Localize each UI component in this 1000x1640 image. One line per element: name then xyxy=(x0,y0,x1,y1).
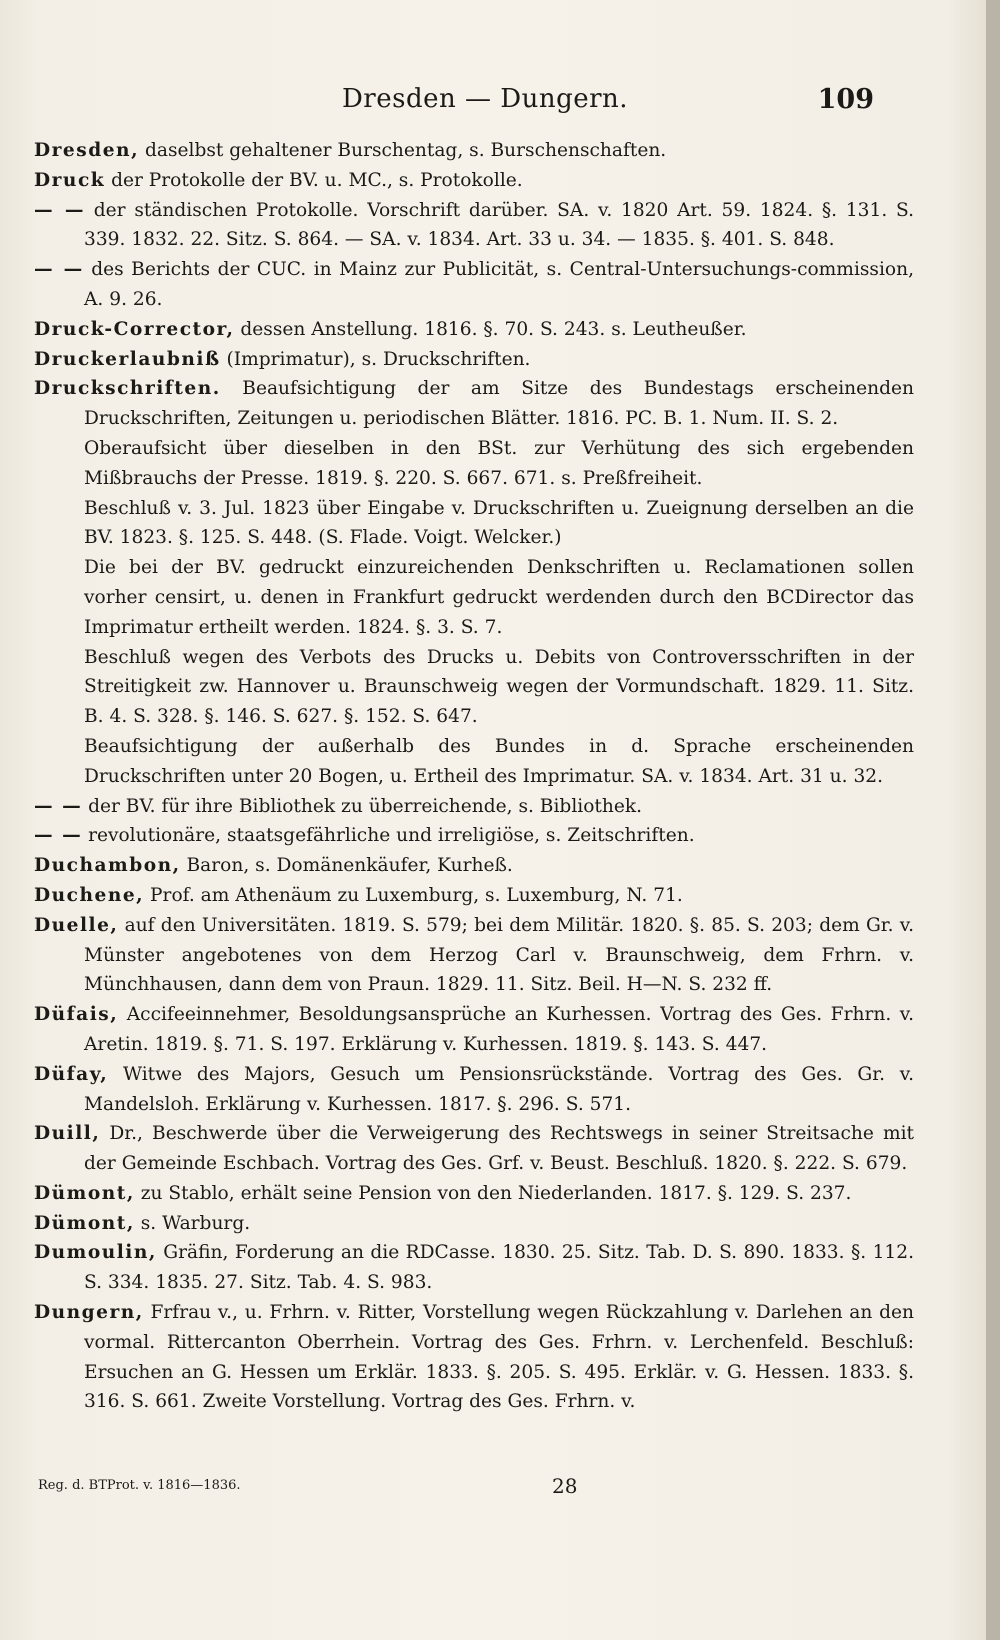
entry-text: (Imprimatur), s. Druckschriften. xyxy=(220,348,531,370)
entry-text: der Protokolle der BV. u. MC., s. Protokolle. xyxy=(105,169,523,191)
entry-text: zu Stablo, erhält seine Pension von den Niederlanden. 1817. §. 129. S. 237. xyxy=(134,1182,852,1204)
index-entry xyxy=(34,374,914,434)
entry-headword: Druckschriften. xyxy=(34,378,221,400)
entry-headword: Duill, xyxy=(34,1123,101,1145)
entry-headword: Düfay, xyxy=(34,1063,109,1085)
index-entry xyxy=(34,1209,914,1239)
index-entry xyxy=(34,821,914,851)
index-entry xyxy=(34,255,914,315)
entry-text: Gräfin, Forderung an die RDCasse. 1830. 25. Sitz. Tab. D. S. 890. 1833. §. 112. S. 334. 1835. 27. Sitz. Tab. 4. S. 983. xyxy=(84,1242,914,1294)
index-entry xyxy=(34,1060,914,1120)
entry-headword: — — xyxy=(34,795,83,817)
entry-text: revolutionäre, staatsgefährliche und irreligiöse, s. Zeitschriften. xyxy=(82,825,695,847)
index-entry xyxy=(34,1119,914,1179)
index-entry xyxy=(34,166,914,196)
entry-text: Baron, s. Domänenkäufer, Kurheß. xyxy=(180,855,513,877)
index-entry xyxy=(34,136,914,166)
entry-text: Prof. am Athenäum zu Luxemburg, s. Luxemburg, N. 71. xyxy=(144,884,683,906)
entry-text: Oberaufsicht über dieselben in den BSt. zur Verhütung des sich ergebenden Mißbrauchs der Presse. 1819. §. 220. S. 667. 671. s. Preßfreiheit. xyxy=(84,437,914,489)
entry-headword: Duchambon, xyxy=(34,855,181,877)
entry-text: Beaufsichtigung der außerhalb des Bundes in d. Sprache erscheinenden Druckschriften unter 20 Bogen, u. Ertheil des Imprimatur. SA. v. 1834. Art. 31 u. 32. xyxy=(84,735,914,787)
entry-text: Beaufsichtigung der am Sitze des Bundestags erscheinenden Druckschriften, Zeitungen u. periodischen Blätter. 1816. PC. B. 1. Num. II. S. 2. xyxy=(84,378,914,430)
index-entry xyxy=(34,494,914,554)
index-entry xyxy=(34,1298,914,1417)
running-header xyxy=(30,84,940,124)
index-entry xyxy=(34,553,914,642)
sheet-number: 28 xyxy=(552,1474,578,1498)
entry-headword: — — xyxy=(34,259,84,281)
entry-headword: Druck-Corrector, xyxy=(34,318,235,340)
entry-headword: — — xyxy=(34,199,86,221)
page-title: Dresden — Dungern. xyxy=(341,84,629,114)
entry-text: Beschluß v. 3. Jul. 1823 über Eingabe v. Druckschriften u. Zueignung derselben an die BV. 1823. §. 125. S. 448. (S. Flade. Voigt. Welcker.) xyxy=(84,497,914,549)
page-edge xyxy=(986,0,1000,1640)
index-entry xyxy=(34,345,914,375)
entry-headword: Dumoulin, xyxy=(34,1242,157,1264)
index-entry xyxy=(34,792,914,822)
page-footer xyxy=(38,1474,918,1504)
entry-headword: Dungern, xyxy=(34,1302,144,1324)
index-entry xyxy=(34,196,914,256)
entry-headword: Dümont, xyxy=(34,1212,135,1234)
index-entry xyxy=(34,732,914,792)
index-entry xyxy=(34,1238,914,1298)
entry-headword: Düfais, xyxy=(34,1004,119,1026)
index-entry xyxy=(34,1000,914,1060)
entry-text: Beschluß wegen des Verbots des Drucks u. Debits von Controversschriften in der Streitigkeit zw. Hannover u. Braunschweig wegen der Vormundschaft. 1829. 11. Sitz. B. 4. S. 328. §. 146. S. 627. §. 152. S. 647. xyxy=(84,646,914,728)
index-entry xyxy=(34,315,914,345)
entry-headword: Dümont, xyxy=(34,1182,135,1204)
entry-text: Accifeeinnehmer, Besoldungsansprüche an Kurhessen. Vortrag des Ges. Frhrn. v. Aretin. 1819. §. 71. S. 197. Erklärung v. Kurhessen. 1819. §. 143. S. 447. xyxy=(84,1004,914,1055)
index-entry xyxy=(34,434,914,494)
entry-text: Dr., Beschwerde über die Verweigerung des Rechtswegs in seiner Streitsache mit der Gemeinde Eschbach. Vortrag des Ges. Grf. v. Beust. Beschluß. 1820. §. 222. S. 679. xyxy=(84,1123,914,1175)
entry-text: der BV. für ihre Bibliothek zu überreichende, s. Bibliothek. xyxy=(82,795,643,817)
index-entry xyxy=(34,881,914,911)
index-entry xyxy=(34,643,914,732)
entry-text: der ständischen Protokolle. Vorschrift darüber. SA. v. 1820 Art. 59. 1824. §. 131. S. 339. 1832. 22. Sitz. S. 864. — SA. v. 1834. Art. 33 u. 34. — 1835. §. 401. S. 848. xyxy=(84,199,914,251)
entry-text: Witwe des Majors, Gesuch um Pensionsrückstände. Vortrag des Ges. Gr. v. Mandelsloh. Erklärung v. Kurhessen. 1817. §. 296. S. 571. xyxy=(84,1063,914,1115)
entry-headword: Duchene, xyxy=(34,884,145,906)
entry-headword: Dresden, xyxy=(34,140,140,161)
index-entry xyxy=(34,911,914,1000)
index-entry xyxy=(34,851,914,881)
entry-text: dessen Anstellung. 1816. §. 70. S. 243. s. Leutheußer. xyxy=(234,318,747,340)
page-number: 109 xyxy=(817,84,874,115)
footer-signature: Reg. d. BTProt. v. 1816—1836. xyxy=(38,1478,241,1493)
entry-text: des Berichts der CUC. in Mainz zur Publicität, s. Central-Untersuchungs-commission, A. 9. 26. xyxy=(83,259,915,310)
entry-headword: Druck xyxy=(34,169,106,191)
entry-text: s. Warburg. xyxy=(134,1212,251,1234)
entry-headword: Druckerlaubniß xyxy=(34,348,221,370)
entry-text: Die bei der BV. gedruckt einzureichenden Denkschriften u. Reclamationen sollen vorher censirt, u. denen in Frankfurt gedruckt werdenden durch den BCDirector das Imprimatur ertheilt werden. 1824. §. 3. S. 7. xyxy=(84,557,914,638)
entry-headword: Duelle, xyxy=(34,914,119,936)
index-entry xyxy=(34,1179,914,1209)
entry-text: auf den Universitäten. 1819. S. 579; bei dem Militär. 1820. §. 85. S. 203; dem Gr. v. Münster angebotenes von dem Herzog Carl v. Braunschweig, dem Frhrn. v. Münchhausen, dann dem von Praun. 1829. 11. Sitz. Beil. H—N. S. 232 ff. xyxy=(84,914,914,996)
entry-text: Frfrau v., u. Frhrn. v. Ritter, Vorstellung wegen Rückzahlung v. Darlehen an den vormal. Rittercanton Oberrhein. Vortrag des Ges. Frhrn. v. Lerchenfeld. Beschluß: Ersuchen an G. Hessen um Erklär. 1833. §. 205. S. 495. Erklär. v. G. Hessen. 1833. §. 316. S. 661. Zweite Vorstellung. Vortrag des Ges. Frhrn. v. xyxy=(84,1302,914,1413)
entry-text: daselbst gehaltener Burschentag, s. Burschenschaften. xyxy=(139,140,667,161)
index-entries xyxy=(34,136,914,1417)
entry-headword: — — xyxy=(34,825,83,847)
